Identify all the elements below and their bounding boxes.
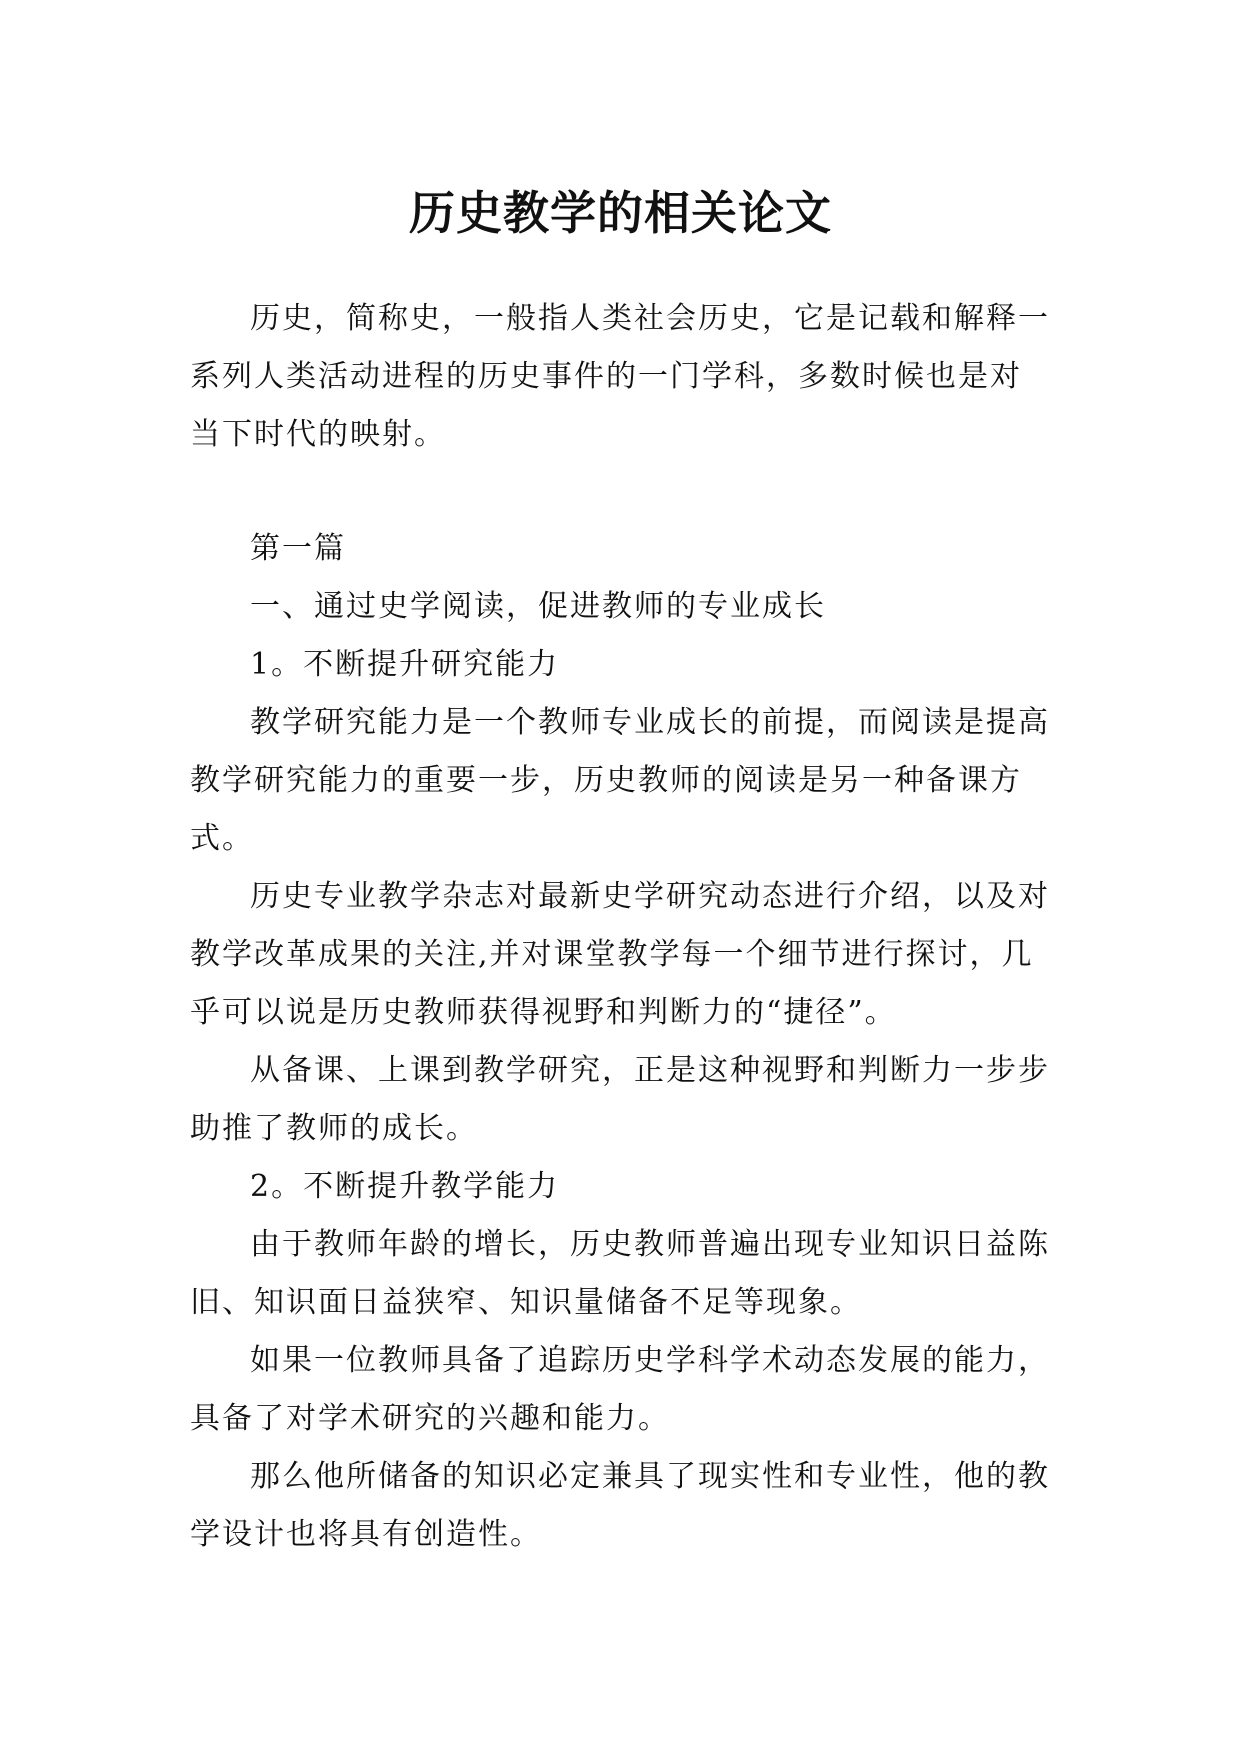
heading-level-1: 一、通过史学阅读，促进教师的专业成长	[250, 589, 826, 624]
body-paragraph: 那么他所储备的知识必定兼具了现实性和专业性，他的教学设计也将具有创造性。	[190, 1459, 1050, 1552]
section-label: 第一篇	[250, 531, 346, 566]
subheading-research-ability: 1。不断提升研究能力	[250, 647, 560, 682]
body-paragraph: 从备课、上课到教学研究，正是这种视野和判断力一步步助推了教师的成长。	[190, 1053, 1050, 1146]
body-paragraph: 如果一位教师具备了追踪历史学科学术动态发展的能力，具备了对学术研究的兴趣和能力。	[190, 1343, 1050, 1436]
subheading-teaching-ability: 2。不断提升教学能力	[250, 1169, 560, 1204]
main-section	[190, 520, 1050, 1564]
body-paragraph: 由于教师年龄的增长，历史教师普遍出现专业知识日益陈旧、知识面日益狭窄、知识量储备不足等现象。	[190, 1227, 1050, 1320]
body-paragraph: 历史专业教学杂志对最新史学研究动态进行介绍，以及对教学改革成果的关注,并对课堂教学每一个细节进行探讨，几乎可以说是历史教师获得视野和判断力的“捷径”。	[190, 879, 1050, 1030]
intro-paragraph: 历史，简称史，一般指人类社会历史，它是记载和解释一系列人类活动进程的历史事件的一门学科，多数时候也是对当下时代的映射。	[190, 301, 1050, 452]
body-paragraph: 教学研究能力是一个教师专业成长的前提，而阅读是提高教学研究能力的重要一步，历史教师的阅读是另一种备课方式。	[190, 705, 1050, 856]
document-title: 历史教学的相关论文	[409, 185, 832, 240]
intro-section	[190, 290, 1050, 464]
